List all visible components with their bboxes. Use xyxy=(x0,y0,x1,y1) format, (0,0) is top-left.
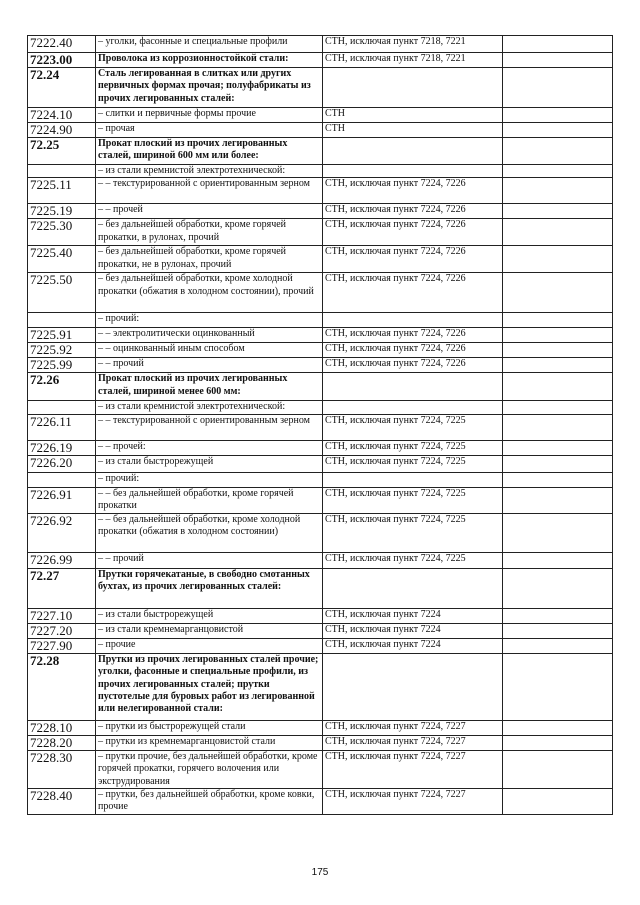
row-condition: СТН, исключая пункт 7224, 7226 xyxy=(323,204,503,219)
table-row xyxy=(28,440,613,455)
row-code: 7225.91 xyxy=(28,328,96,343)
row-code: 7228.40 xyxy=(28,789,96,815)
row-condition: СТН, исключая пункт 7224, 7227 xyxy=(323,789,503,815)
table-row xyxy=(28,472,613,487)
row-condition: СТН, исключая пункт 7224, 7225 xyxy=(323,440,503,455)
row-condition: СТН, исключая пункт 7224, 7225 xyxy=(323,455,503,472)
table-row xyxy=(28,219,613,246)
row-description: – прочая xyxy=(96,123,323,138)
row-description: – прутки прочие, без дальнейшей обработки, кроме горячей прокатки, горячего волочения или экструдирования xyxy=(96,750,323,788)
table-row xyxy=(28,358,613,373)
row-description: – прочий: xyxy=(96,472,323,487)
row-extra xyxy=(503,789,613,815)
row-extra xyxy=(503,165,613,178)
table-row xyxy=(28,165,613,178)
row-description: – уголки, фасонные и специальные профили xyxy=(96,36,323,53)
row-extra xyxy=(503,68,613,108)
row-description: Прокат плоский из прочих легированных сталей, шириной 600 мм или более: xyxy=(96,138,323,165)
row-description: – из стали быстрорежущей xyxy=(96,608,323,623)
row-code: 72.25 xyxy=(28,138,96,165)
row-condition xyxy=(323,401,503,414)
row-extra xyxy=(503,178,613,204)
row-extra xyxy=(503,401,613,414)
row-code: 7228.30 xyxy=(28,750,96,788)
table-row xyxy=(28,568,613,608)
row-extra xyxy=(503,487,613,513)
row-code xyxy=(28,313,96,328)
row-extra xyxy=(503,108,613,123)
row-extra xyxy=(503,246,613,273)
row-description: – без дальнейшей обработки, кроме холодной прокатки (обжатия в холодном состоянии), прочий xyxy=(96,273,323,313)
row-condition xyxy=(323,373,503,401)
row-condition: СТН, исключая пункт 7224, 7226 xyxy=(323,246,503,273)
row-description: – – без дальнейшей обработки, кроме горячей прокатки xyxy=(96,487,323,513)
row-description: Прокат плоский из прочих легированных сталей, шириной менее 600 мм: xyxy=(96,373,323,401)
row-extra xyxy=(503,568,613,608)
row-condition: СТН, исключая пункт 7224, 7226 xyxy=(323,358,503,373)
row-description: – прутки, без дальнейшей обработки, кроме ковки, прочие xyxy=(96,789,323,815)
tariff-table xyxy=(27,35,613,815)
row-condition: СТН, исключая пункт 7218, 7221 xyxy=(323,53,503,68)
row-code xyxy=(28,472,96,487)
row-code: 7224.90 xyxy=(28,123,96,138)
page-number: 175 xyxy=(311,867,329,878)
row-extra xyxy=(503,455,613,472)
row-extra xyxy=(503,472,613,487)
row-code: 72.26 xyxy=(28,373,96,401)
row-condition: СТН, исключая пункт 7224, 7225 xyxy=(323,513,503,552)
row-description: – – электролитически оцинкованный xyxy=(96,328,323,343)
row-code: 7226.99 xyxy=(28,552,96,568)
row-code: 7227.90 xyxy=(28,638,96,653)
row-condition xyxy=(323,568,503,608)
row-condition: СТН xyxy=(323,123,503,138)
table-row xyxy=(28,487,613,513)
row-extra xyxy=(503,513,613,552)
table-row xyxy=(28,623,613,638)
row-extra xyxy=(503,343,613,358)
table-row xyxy=(28,123,613,138)
row-description: – из стали кремнемарганцовистой xyxy=(96,623,323,638)
row-condition xyxy=(323,68,503,108)
row-code: 7222.40 xyxy=(28,36,96,53)
row-description: Сталь легированная в слитках или других первичных формах прочая; полуфабрикаты из прочих легированных сталей: xyxy=(96,68,323,108)
row-code: 72.27 xyxy=(28,568,96,608)
row-description: – из стали быстрорежущей xyxy=(96,455,323,472)
row-description: – из стали кремнистой электротехнической: xyxy=(96,401,323,414)
row-condition: СТН, исключая пункт 7224, 7225 xyxy=(323,414,503,440)
row-extra xyxy=(503,440,613,455)
row-code xyxy=(28,401,96,414)
row-description: – без дальнейшей обработки, кроме горячей прокатки, не в рулонах, прочий xyxy=(96,246,323,273)
row-description: – без дальнейшей обработки, кроме горячей прокатки, в рулонах, прочий xyxy=(96,219,323,246)
row-code: 7227.20 xyxy=(28,623,96,638)
row-condition: СТН, исключая пункт 7224, 7225 xyxy=(323,552,503,568)
row-extra xyxy=(503,53,613,68)
table-row xyxy=(28,401,613,414)
row-code: 7226.92 xyxy=(28,513,96,552)
row-condition: СТН, исключая пункт 7224 xyxy=(323,608,503,623)
row-extra xyxy=(503,313,613,328)
row-code: 7226.19 xyxy=(28,440,96,455)
table-row xyxy=(28,313,613,328)
row-code: 7226.20 xyxy=(28,455,96,472)
table-row xyxy=(28,138,613,165)
table-row xyxy=(28,328,613,343)
row-description: – прутки из быстрорежущей стали xyxy=(96,720,323,735)
row-description: Прутки горячекатаные, в свободно смотанных бухтах, из прочих легированных сталей: xyxy=(96,568,323,608)
row-extra xyxy=(503,138,613,165)
row-extra xyxy=(503,653,613,720)
row-extra xyxy=(503,373,613,401)
row-condition: СТН, исключая пункт 7224, 7226 xyxy=(323,343,503,358)
table-row xyxy=(28,204,613,219)
row-description: – прутки из кремнемарганцовистой стали xyxy=(96,735,323,750)
row-code: 7226.91 xyxy=(28,487,96,513)
row-extra xyxy=(503,623,613,638)
row-description: – слитки и первичные формы прочие xyxy=(96,108,323,123)
row-condition: СТН, исключая пункт 7224, 7226 xyxy=(323,328,503,343)
table-row xyxy=(28,750,613,788)
row-code: 7225.50 xyxy=(28,273,96,313)
row-condition: СТН, исключая пункт 7218, 7221 xyxy=(323,36,503,53)
table-row xyxy=(28,68,613,108)
row-extra xyxy=(503,720,613,735)
row-code: 72.24 xyxy=(28,68,96,108)
row-extra xyxy=(503,358,613,373)
row-code: 7225.99 xyxy=(28,358,96,373)
row-extra xyxy=(503,219,613,246)
table-row xyxy=(28,455,613,472)
table-row xyxy=(28,36,613,53)
tariff-table-body xyxy=(28,36,613,815)
row-description: – – оцинкованный иным способом xyxy=(96,343,323,358)
row-description: Проволока из коррозионностойкой стали: xyxy=(96,53,323,68)
row-extra xyxy=(503,123,613,138)
row-description: – – прочей: xyxy=(96,440,323,455)
row-description: Прутки из прочих легированных сталей прочие; уголки, фасонные и специальные профили, из прочих легированных сталей; прутки пустотелые для буровых работ из легированной или нелегированной стали: xyxy=(96,653,323,720)
table-row xyxy=(28,108,613,123)
row-condition: СТН, исключая пункт 7224, 7226 xyxy=(323,219,503,246)
table-row xyxy=(28,178,613,204)
row-description: – прочие xyxy=(96,638,323,653)
row-condition: СТН, исключая пункт 7224 xyxy=(323,623,503,638)
row-extra xyxy=(503,204,613,219)
row-condition: СТН xyxy=(323,108,503,123)
row-condition: СТН, исключая пункт 7224, 7227 xyxy=(323,720,503,735)
row-code: 7227.10 xyxy=(28,608,96,623)
row-code: 7225.11 xyxy=(28,178,96,204)
row-description: – – прочий xyxy=(96,358,323,373)
row-condition xyxy=(323,138,503,165)
table-row xyxy=(28,53,613,68)
row-condition: СТН, исключая пункт 7224, 7227 xyxy=(323,750,503,788)
table-row xyxy=(28,552,613,568)
row-extra xyxy=(503,638,613,653)
row-description: – – без дальнейшей обработки, кроме холодной прокатки (обжатия в холодном состоянии) xyxy=(96,513,323,552)
table-row xyxy=(28,273,613,313)
row-code xyxy=(28,165,96,178)
row-extra xyxy=(503,552,613,568)
row-description: – – прочий xyxy=(96,552,323,568)
table-row xyxy=(28,735,613,750)
row-description: – из стали кремнистой электротехнической: xyxy=(96,165,323,178)
row-condition xyxy=(323,165,503,178)
row-extra xyxy=(503,273,613,313)
row-code: 7228.10 xyxy=(28,720,96,735)
table-row xyxy=(28,414,613,440)
row-condition: СТН, исключая пункт 7224, 7225 xyxy=(323,487,503,513)
row-extra xyxy=(503,36,613,53)
row-condition xyxy=(323,653,503,720)
row-extra xyxy=(503,735,613,750)
row-description: – – прочей xyxy=(96,204,323,219)
row-condition: СТН, исключая пункт 7224, 7226 xyxy=(323,178,503,204)
row-code: 7225.19 xyxy=(28,204,96,219)
row-description: – – текстурированной с ориентированным зерном xyxy=(96,414,323,440)
row-code: 7225.40 xyxy=(28,246,96,273)
row-extra xyxy=(503,750,613,788)
row-code: 7228.20 xyxy=(28,735,96,750)
row-description: – прочий: xyxy=(96,313,323,328)
row-condition: СТН, исключая пункт 7224, 7227 xyxy=(323,735,503,750)
table-row xyxy=(28,789,613,815)
row-condition: СТН, исключая пункт 7224 xyxy=(323,638,503,653)
table-row xyxy=(28,638,613,653)
row-code: 7225.92 xyxy=(28,343,96,358)
row-code: 7225.30 xyxy=(28,219,96,246)
row-condition xyxy=(323,472,503,487)
row-extra xyxy=(503,328,613,343)
table-row xyxy=(28,653,613,720)
table-row xyxy=(28,608,613,623)
row-code: 7224.10 xyxy=(28,108,96,123)
row-extra xyxy=(503,608,613,623)
row-condition: СТН, исключая пункт 7224, 7226 xyxy=(323,273,503,313)
table-row xyxy=(28,513,613,552)
row-extra xyxy=(503,414,613,440)
table-row xyxy=(28,343,613,358)
table-row xyxy=(28,720,613,735)
row-code: 7226.11 xyxy=(28,414,96,440)
row-code: 72.28 xyxy=(28,653,96,720)
row-condition xyxy=(323,313,503,328)
table-row xyxy=(28,246,613,273)
row-description: – – текстурированной с ориентированным зерном xyxy=(96,178,323,204)
table-row xyxy=(28,373,613,401)
row-code: 7223.00 xyxy=(28,53,96,68)
